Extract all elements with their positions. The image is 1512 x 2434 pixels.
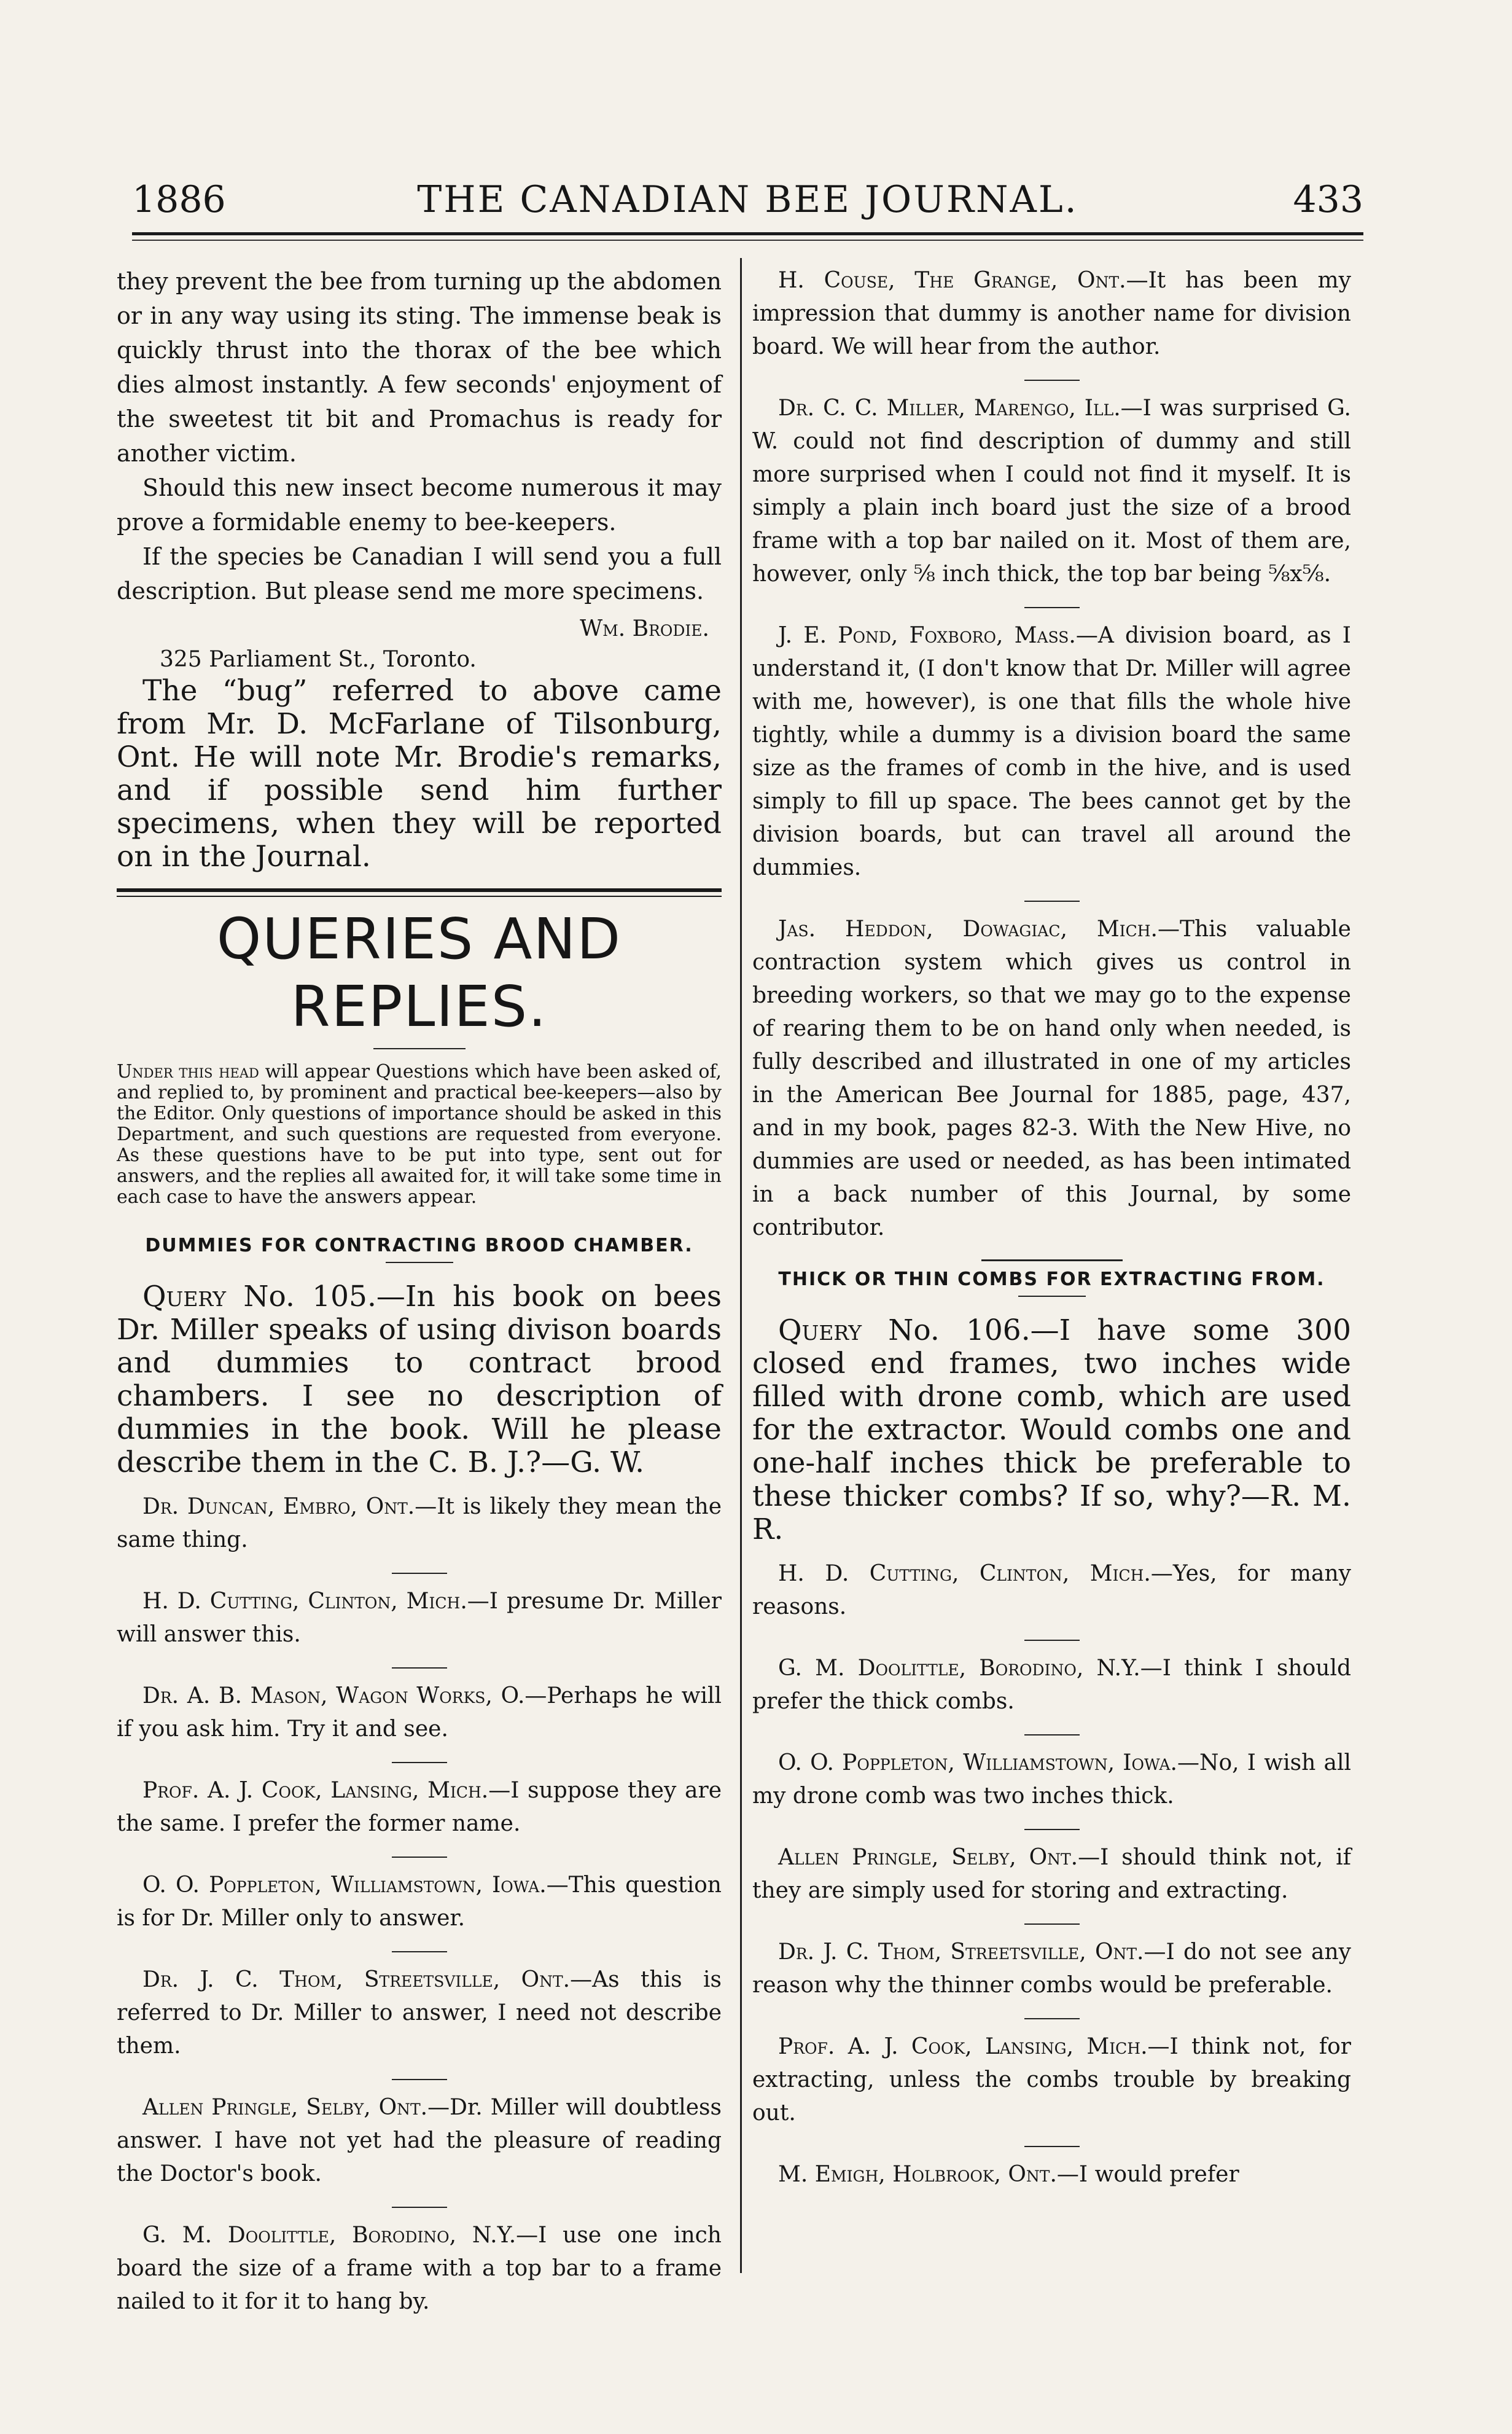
reply	[752, 913, 1351, 1245]
author-address: 325 Parliament St., Toronto.	[160, 647, 477, 672]
section-description-text: will appear Questions which have been asked of, and replied to, by prominent and practical bee-keepers—also by the Editor. Only questions of importance should be asked in this Department, and such questions are requested from everyone. As these questions have to be put into type, sent out for answers, and the replies all awaited for, it will take some time in each case to have the answers appear.	[117, 1061, 722, 1208]
reply-text: —Dr. Miller will doubtless answer. I have not yet had the pleasure of reading the Doctor's book.	[117, 2095, 722, 2186]
reply-text: —I presume Dr. Miller will answer this.	[117, 1589, 722, 1647]
reply	[752, 619, 1351, 885]
reply	[752, 2158, 1351, 2191]
reply-author: Dr. Duncan, Embro, Ont.	[142, 1494, 415, 1519]
reply	[752, 1747, 1351, 1813]
reply-separator	[392, 1667, 447, 1669]
reply-separator	[1024, 1829, 1080, 1830]
query-subhead: THICK OR THIN COMBS FOR EXTRACTING FROM.	[778, 1269, 1325, 1290]
reply	[117, 2219, 722, 2319]
reply-text: —A division board, as I understand it, (I don't know that Dr. Miller will agree with me, however), is one that fills the whole hive tightly, while a dummy is a division board the same size as the frames of comb in the hive, and is used simply to fill up space. The bees cannot get by the division boards, but can travel all around the dummies.	[752, 623, 1351, 880]
reply-author: O. O. Poppleton, Williamstown, Iowa.	[142, 1872, 547, 1898]
section-description-lead: Under this head	[117, 1061, 259, 1082]
reply-separator	[1024, 380, 1080, 381]
section-title: QUERIES AND REPLIES.	[216, 906, 622, 1039]
query-label: Query	[778, 1313, 862, 1347]
reply-separator	[392, 2079, 447, 2080]
reply-author: Dr. C. C. Miller, Marengo, Ill.	[778, 396, 1121, 421]
reply	[752, 264, 1351, 364]
subhead-rule	[1018, 1296, 1086, 1297]
section-rule	[117, 888, 722, 897]
reply	[117, 1963, 722, 2063]
reply-text: —I would prefer	[1056, 2162, 1239, 2187]
subhead-rule	[386, 1262, 453, 1263]
reply-separator	[392, 1951, 447, 1952]
query-subhead: DUMMIES FOR CONTRACTING BROOD CHAMBER.	[145, 1235, 693, 1256]
reply-text: —As this is referred to Dr. Miller to answer, I need not describe them.	[117, 1967, 722, 2059]
ornamental-rule	[981, 1259, 1123, 1261]
reply	[117, 1585, 722, 1651]
reply	[117, 2091, 722, 2191]
reply	[117, 1680, 722, 1746]
reply-author: G. M. Doolittle, Borodino, N.Y.	[142, 2223, 516, 2248]
reply-separator	[1024, 607, 1080, 608]
query-text	[752, 1314, 1351, 1546]
reply-separator	[392, 2207, 447, 2208]
reply	[752, 1936, 1351, 2002]
article-paragraph: If the species be Canadian I will send you a full description. But please send me more specimens.	[117, 543, 722, 605]
reply-separator	[392, 1762, 447, 1763]
query-text	[117, 1280, 722, 1479]
reply-author: Prof. A. J. Cook, Lansing, Mich.	[142, 1778, 489, 1803]
running-head	[132, 175, 1363, 224]
reply	[752, 2030, 1351, 2130]
section-description	[117, 1062, 722, 1208]
reply-separator	[1024, 2146, 1080, 2147]
reply-author: M. Emigh, Holbrook, Ont.	[778, 2162, 1057, 2187]
reply	[752, 392, 1351, 591]
editor-note: The “bug” referred to above came from Mr. D. McFarlane of Tilsonburg, Ont. He will note Mr. Brodie's remarks, and if possible send him further specimens, when they will be reported on in the Journal.	[117, 674, 722, 874]
page-number: 433	[1293, 178, 1363, 221]
reply-author: Dr. J. C. Thom, Streetsville, Ont.	[142, 1967, 571, 1992]
reply-separator	[392, 1573, 447, 1574]
reply-author: Dr. J. C. Thom, Streetsville, Ont.	[778, 1939, 1144, 1965]
column-divider	[740, 258, 742, 2273]
reply	[117, 1869, 722, 1935]
reply-text: —Perhaps he will if you ask him. Try it and see.	[117, 1683, 722, 1742]
reply	[752, 1841, 1351, 1908]
reply-text: —It has been my impression that dummy is another name for division board. We will hear from the author.	[752, 268, 1351, 359]
reply-separator	[1024, 1640, 1080, 1641]
header-rule-thick	[132, 232, 1363, 235]
reply-author: Jas. Heddon, Dowagiac, Mich.	[778, 917, 1158, 942]
reply-text: —I suppose they are the same. I prefer the former name.	[117, 1778, 722, 1836]
reply-author: H. D. Cutting, Clinton, Mich.	[142, 1589, 467, 1614]
reply-text: —I think I should prefer the thick combs.	[752, 1656, 1352, 1714]
reply-text: —This question is for Dr. Miller only to answer.	[117, 1872, 722, 1931]
reply-separator	[1024, 1734, 1080, 1735]
right-column	[752, 264, 1351, 2191]
reply-text: —I use one inch board the size of a frame with a top bar to a frame nailed to it for it to hang by.	[117, 2223, 722, 2314]
article-paragraph: Should this new insect become numerous it may prove a formidable enemy to bee-keepers.	[117, 474, 722, 536]
reply-text: —No, I wish all my drone comb was two inches thick.	[752, 1750, 1351, 1809]
left-column	[117, 264, 722, 2319]
reply-author: H. D. Cutting, Clinton, Mich.	[778, 1561, 1151, 1586]
reply-author: Allen Pringle, Selby, Ont.	[142, 2095, 428, 2120]
reply-separator	[1024, 901, 1080, 902]
reply-text: —This valuable contraction system which gives us control in breeding workers, so that we may go to the expense of rearing them to be on hand only when needed, is fully described and illustrated in one of my articles in the American Bee Journal for 1885, page, 437, and in my book, pages 82-3. With the New Hive, no dummies are used or needed, as has been intimated in a back number of this Journal, by some contributor.	[752, 917, 1351, 1240]
reply-separator	[1024, 1923, 1080, 1925]
reply-separator	[1024, 2018, 1080, 2019]
reply-text: —I was surprised G. W. could not find description of dummy and still more surprised when I could not find it myself. It is simply a plain inch board just the size of a brood frame with a top bar nailed on it. Most of them are, however, only ⅝ inch thick, the top bar being ⅝x⅝.	[752, 396, 1351, 587]
header-year: 1886	[132, 178, 226, 221]
reply-author: Allen Pringle, Selby, Ont.	[778, 1845, 1078, 1870]
query-body: No. 105.—In his book on bees Dr. Miller speaks of using divison boards and dummies to contract brood chambers. I see no description of dummies in the book. Will he please describe them in the C. B. J.?—G. W.	[117, 1280, 722, 1479]
reply-text: —I do not see any reason why the thinner combs would be preferable.	[752, 1939, 1352, 1998]
query-label: Query	[142, 1280, 227, 1313]
query-body: No. 106.—I have some 300 closed end frames, two inches wide filled with drone comb, which are used for the extractor. Would combs one and one-half inches thick be preferable to these thicker combs? If so, why?—R. M. R.	[752, 1313, 1351, 1546]
reply	[752, 1652, 1351, 1718]
reply-text: —Yes, for many reasons.	[752, 1561, 1351, 1619]
reply-text: —I should think not, if they are simply used for storing and extracting.	[752, 1845, 1351, 1903]
reply	[752, 1557, 1351, 1624]
reply	[117, 1774, 722, 1841]
reply-author: H. Couse, The Grange, Ont.	[778, 268, 1126, 293]
article-paragraph: they prevent the bee from turning up the abdomen or in any way using its sting. The immense beak is quickly thrust into the thorax of the bee which dies almost instantly. A few seconds' enjoyment of the sweetest tit bit and Promachus is ready for another victim.	[117, 268, 722, 467]
journal-title: THE CANADIAN BEE JOURNAL.	[417, 178, 1078, 221]
reply-author: O. O. Poppleton, Williamstown, Iowa.	[778, 1750, 1177, 1775]
reply-author: Prof. A. J. Cook, Lansing, Mich.	[778, 2034, 1148, 2059]
reply-text: —It is likely they mean the same thing.	[117, 1494, 722, 1552]
reply-text: —I think not, for extracting, unless the combs trouble by breaking out.	[752, 2034, 1351, 2126]
reply-separator	[392, 1857, 447, 1858]
reply-author: Dr. A. B. Mason, Wagon Works, O.	[142, 1683, 525, 1708]
reply-author: G. M. Doolittle, Borodino, N.Y.	[778, 1656, 1140, 1681]
reply-author: J. E. Pond, Foxboro, Mass.	[778, 623, 1076, 648]
section-title-rule	[373, 1048, 466, 1049]
header-rule-thin	[132, 240, 1363, 241]
author-signature: Wm. Brodie.	[580, 616, 709, 641]
reply	[117, 1490, 722, 1557]
